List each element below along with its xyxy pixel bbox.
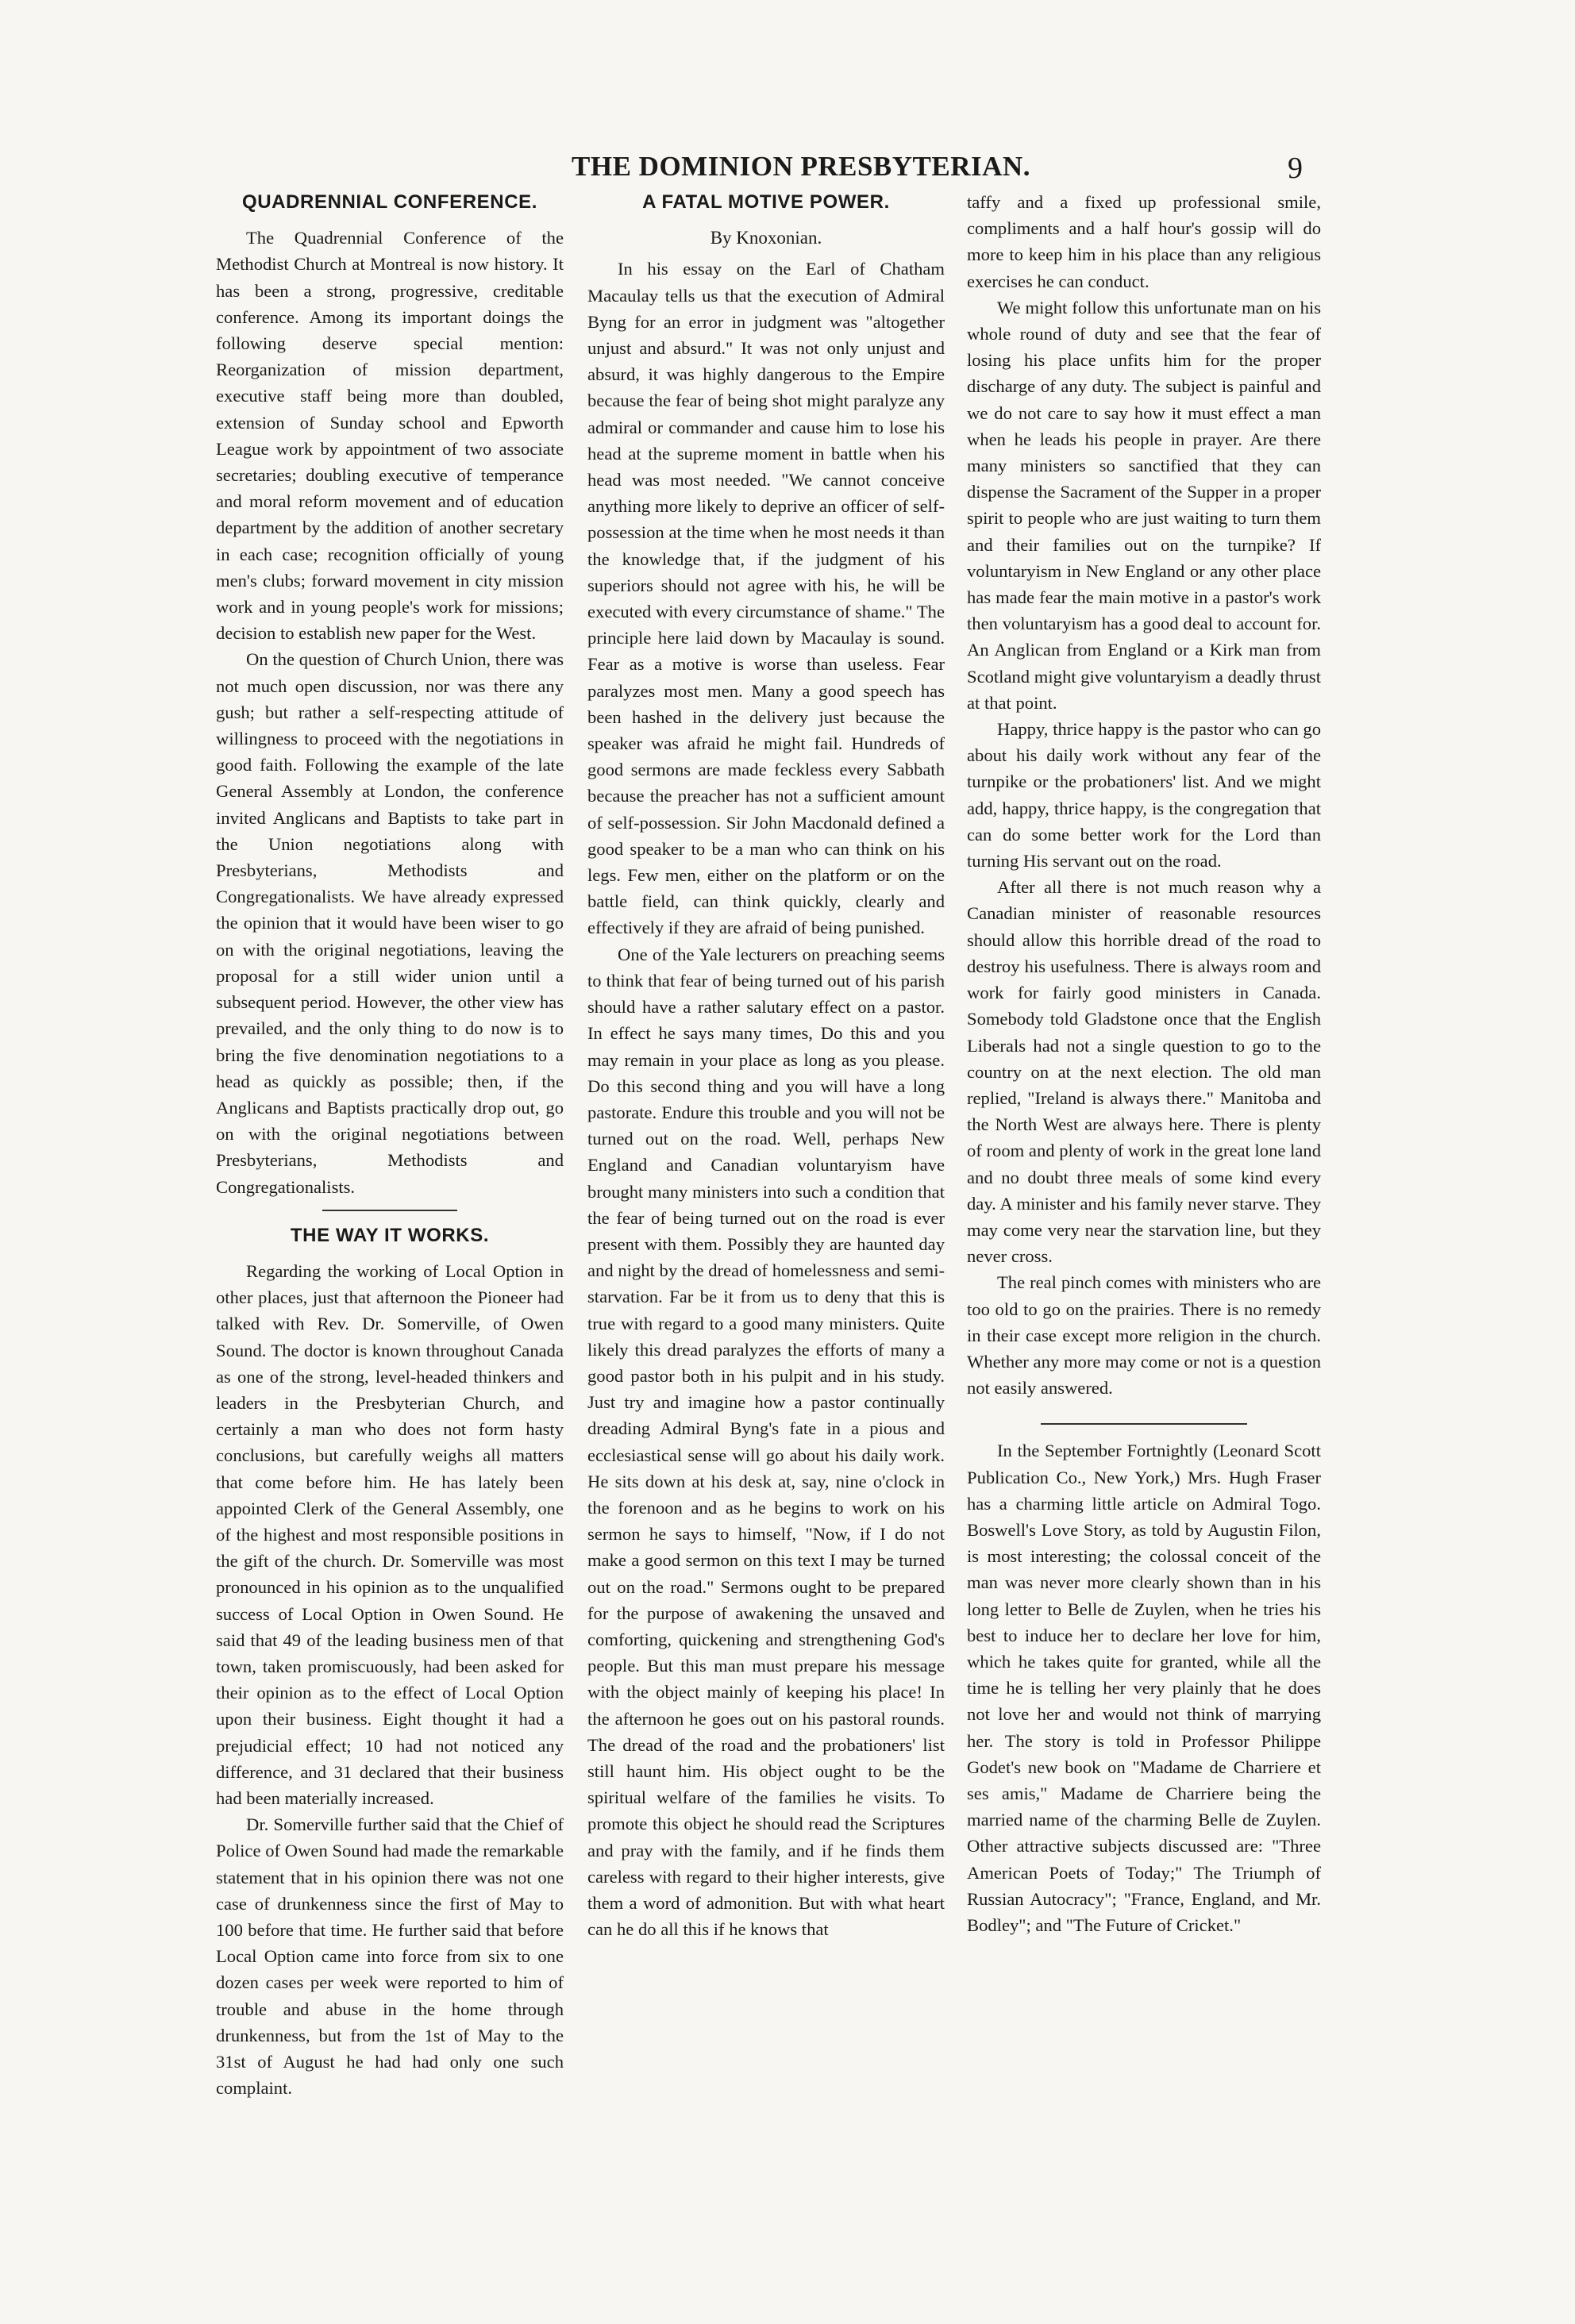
paragraph: The Quadrennial Conference of the Methodist Church at Montreal is now history. It has been a strong, progressive, creditable conference. Among its important doings the following deserve special mention: Reorganization of mission department, executive staff being more than doubled, extension of Sunday school and Epworth League work by appointment of two associate secretaries; doubling executive of temperance and moral reform movement and of education department by the addition of another secretary in each case; recognition officially of young men's clubs; forward movement in city mission work and in young people's work for missions; decision to establish new paper for the West. — [216, 228, 564, 644]
running-head: THE DOMINION PRESBYTERIAN. — [572, 151, 1030, 182]
column-left — [216, 189, 564, 2101]
paragraph: Dr. Somerville further said that the Chief of Police of Owen Sound had made the remarkable statement that in his opinion there was not one case of drunkenness since the first of May to 100 before that time. He further said that before Local Option came into force from six to one dozen cases per week were reported to him of trouble and abuse in the home through drunkenness, but from the 1st of May to the 31st of August he had had only one such complaint. — [216, 1814, 564, 2099]
page-number: 9 — [1288, 152, 1303, 185]
heading-the-way-it-works: THE WAY IT WORKS. — [290, 1224, 490, 1246]
section-divider — [322, 1210, 457, 1211]
paragraph: The real pinch comes with ministers who are too old to go on the prairies. There is no remedy in their case except more religion in the church. Whether any more may come or not is a question not easily answered. — [967, 1272, 1321, 1399]
paragraph: Regarding the working of Local Option in other places, just that afternoon the Pioneer had talked with Rev. Dr. Somerville, of Owen Sound. The doctor is known throughout Canada as one of the strong, level-headed thinkers and leaders in the Presbyterian Church, and certainly a man who does not form hasty conclusions, but carefully weighs all matters that come before him. He has lately been appointed Clerk of the General Assembly, one of the highest and most responsible positions in the gift of the church. Dr. Somerville was most pronounced in his opinion as to the unqualified success of Local Option in Owen Sound. He said that 49 of the leading business men of that town, taken promiscuously, had been asked for their opinion as to the effect of Local Option upon their business. Eight thought it had a prejudicial effect; 10 had not noticed any difference, and 31 declared that their business had been materially increased. — [216, 1260, 564, 1808]
paragraph: One of the Yale lecturers on preaching seems to think that fear of being turned out of his parish should have a rather salutary effect on a pastor. In effect he says many times, Do this and you may remain in your place as long as you please. Do this second thing and you will have a long pastorate. Endure this trouble and you will not be turned out on the road. Well, perhaps New England and Canadian voluntaryism have brought many ministers into such a condition that the fear of being turned out on the road is ever present with them. Possibly they are haunted day and night by the dread of homelessness and semi-starvation. Far be it from us to deny that this is true with regard to a good many ministers. Quite likely this dread paralyzes the efforts of many a good pastor both in his pulpit and in his study. Just try and imagine how a pastor continually dreading Admiral Byng's fate in a pious and ecclesiastical sense will go about his daily work. He sits down at his desk at, say, nine o'clock in the forenoon and as he begins to work on his sermon he says to himself, "Now, if I do not make a good sermon on this text I may be turned out on the road." Sermons ought to be prepared for the purpose of awakening the unsaved and comforting, quickening and strengthening God's people. But this man must prepare his message with the object mainly of keeping his place! In the afternoon he goes out on his pastoral rounds. The dread of the road and the probationers' list still haunt him. His object ought to be the spiritual welfare of the families he visits. To promote this object he should read the Scriptures and pray with the family, and if he finds them careless with regard to their higher interests, give them a word of admonition. But with what heart can he do all this if he knows that — [587, 944, 945, 1940]
column-middle — [587, 189, 945, 1942]
paragraph: We might follow this unfortunate man on his whole round of duty and see that the fear of losing his place unfits him for the proper discharge of any duty. The subject is painful and we do not care to say how it must effect a man when he leads his people in prayer. Are there many ministers so sanctified that they can dispense the Sacrament of the Supper in a proper spirit to people who are just waiting to turn them and their families out on the turnpike? If voluntaryism in New England or any other place has made fear the main motive in a pastor's work then voluntaryism has a good deal to account for. An Anglican from England or a Kirk man from Scotland might give voluntaryism a deadly thrust at that point. — [967, 297, 1321, 713]
section-divider — [1041, 1423, 1247, 1425]
paragraph: On the question of Church Union, there was not much open discussion, nor was there any gush; but rather a self-respecting attitude of willingness to proceed with the negotiations in good faith. Following the example of the late General Assembly at London, the conference invited Anglicans and Baptists to take part in the Union negotiations along with Presbyterians, Methodists and Congregationalists. We have already expressed the opinion that it would have been wiser to go on with the original negotiations, leaving the proposal for a still wider union until a subsequent period. However, the other view has prevailed, and the only thing to do now is to bring the five denomination negotiations to a head as quickly as possible; then, if the Anglicans and Baptists practically drop out, go on with the original negotiations between Presbyterians, Methodists and Congregationalists. — [216, 649, 564, 1197]
paragraph: Happy, thrice happy is the pastor who can go about his daily work without any fear of the turnpike or the probationers' list. And we might add, happy, thrice happy, is the congregation that can do some better work for the Lord than turning His servant out on the road. — [967, 719, 1321, 872]
byline: By Knoxonian. — [710, 228, 822, 248]
column-right — [967, 189, 1321, 1938]
paragraph: After all there is not much reason why a Canadian minister of reasonable resources should allow this horrible dread of the road to destroy his usefulness. There is always room and work for fairly good ministers in Canada. Somebody told Gladstone once that the English Liberals had not a single question to go to the country on at the next election. The old man replied, "Ireland is always there." Manitoba and the North West are always here. There is plenty of room and plenty of work in the great lone land and no doubt three meals of some kind every day. A minister and his family never starve. They may come very near the starvation line, but they never cross. — [967, 877, 1321, 1267]
paragraph: In the September Fortnightly (Leonard Scott Publication Co., New York,) Mrs. Hugh Fraser has a charming little article on Admiral Togo. Boswell's Love Story, as told by Augustin Filon, is most interesting; the colossal conceit of the man was never more clearly shown than in his long letter to Belle de Zuylen, when he tries his best to induce her to declare her love for him, which he takes quite for granted, while all the time he is telling her very plainly that he does not love her and would not think of marrying her. The story is told in Professor Philippe Godet's new book on "Madame de Charriere et ses amis," Madame de Charriere being the married name of the charming Belle de Zuylen. Other attractive subjects discussed are: "Three American Poets of Today;" The Triumph of Russian Autocracy"; "France, England, and Mr. Bodley"; and "The Future of Cricket." — [967, 1441, 1321, 1935]
heading-quadrennial-conference: QUADRENNIAL CONFERENCE. — [241, 191, 538, 213]
paragraph: In his essay on the Earl of Chatham Macaulay tells us that the execution of Admiral Byng for an error in judgment was "altogether unjust and absurd." It was not only unjust and absurd, it was highly dangerous to the Empire because the fear of being shot might paralyze any admiral or commander and cause him to lose his head at the supreme moment in battle when his head was most needed. "We cannot conceive anything more likely to deprive an officer of self-possession at the time when he most needs it than the knowledge that, if the judgment of his superiors should not agree with his, he will be executed with every circumstance of shame." The principle here laid down by Macaulay is sound. Fear as a motive is worse than useless. Fear paralyzes most men. Many a good speech has been hashed in the delivery just because the speaker was afraid he might fail. Hundreds of good sermons are made feckless every Sabbath because the preacher has not a sufficient amount of self-possession. Sir John Macdonald defined a good speaker to be a man who can think on his legs. Few men, either on the platform or on the battle field, can think quickly, clearly and effectively if they are afraid of being punished. — [587, 259, 945, 938]
heading-a-fatal-motive-power: A FATAL MOTIVE POWER. — [642, 191, 890, 213]
paragraph: taffy and a fixed up professional smile, compliments and a half hour's gossip will do more to keep him in his place than any religious exercises he can conduct. — [967, 192, 1321, 291]
